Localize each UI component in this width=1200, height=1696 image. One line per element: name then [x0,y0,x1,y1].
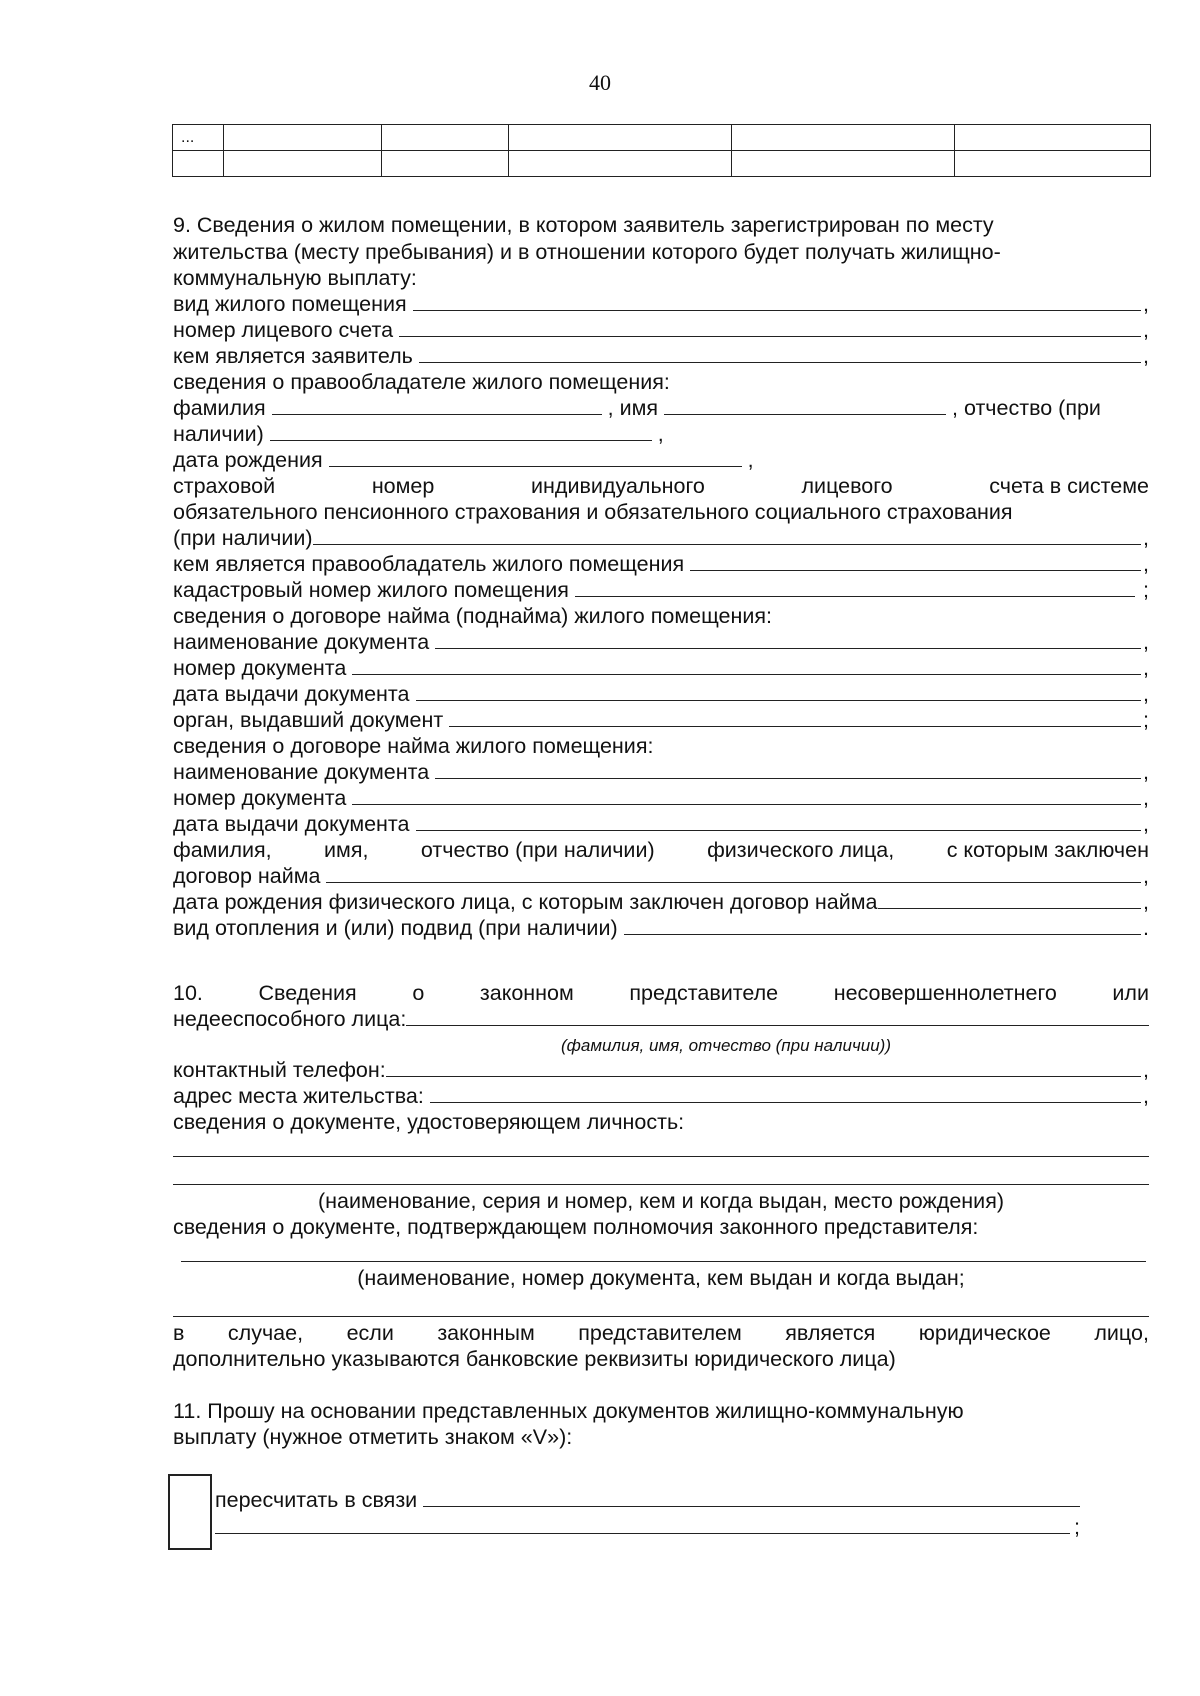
table-cell[interactable] [509,151,732,177]
sublease-doc-issuer-row: орган, выдавший документ ; [173,708,1149,732]
sublease-doc-date-field[interactable] [416,682,1142,701]
tenant-birth-date-field[interactable] [878,890,1142,909]
table-cell[interactable] [224,125,382,151]
representative-fio-field[interactable] [406,1007,1149,1026]
recalculate-row-2: ; [215,1514,1080,1541]
table-cell[interactable] [732,151,955,177]
patronymic-label: , отчество (при [952,396,1101,420]
auth-doc-caption: (наименование, номер документа, кем выдан и когда выдан; [357,1266,965,1290]
housing-type-row: вид жилого помещения , [173,292,1149,316]
surname-field[interactable] [272,396,602,415]
table-cell[interactable] [382,151,509,177]
auth-doc-field-2[interactable] [173,1316,1149,1317]
sublease-doc-issuer-field[interactable] [449,708,1141,727]
table-cell[interactable] [955,125,1151,151]
section-9-intro-line-2: жительства (месту пребывания) и в отношении которого будет получать жилищно- [173,240,1001,264]
phone-row: контактный телефон: , [173,1058,1149,1082]
representative-fio-caption: (фамилия, имя, отчество (при наличии)) [561,1036,891,1055]
section-9-intro-line-1: 9. Сведения о жилом помещении, в котором заявитель зарегистрирован по месту [173,213,994,237]
recalculate-reason-field-2[interactable] [215,1515,1070,1534]
id-doc-label-row: сведения о документе, удостоверяющем личность: [173,1110,685,1134]
lease-doc-number-field[interactable] [352,786,1141,805]
id-doc-field-2[interactable] [173,1184,1149,1185]
section-9-intro-line-3: коммунальную выплату: [173,266,417,290]
table-cell[interactable] [173,151,224,177]
tenant-fio-line-1: фамилия, имя, отчество (при наличии) физического лица, с которым заключен [173,838,1149,862]
section-10-line-1: 10. Сведения о законном представителе несовершеннолетнего или [173,981,1149,1005]
page-number: 40 [589,70,611,95]
account-number-field[interactable] [399,318,1141,337]
heating-row: вид отопления и (или) подвид (при наличии) . [173,916,1149,940]
owner-birth-date-row: дата рождения , [173,448,754,472]
recalculate-reason-field-1[interactable] [423,1488,1080,1507]
tenant-birth-date-row: дата рождения физического лица, с которым заключен договор найма , [173,890,1149,914]
table-cell[interactable] [382,125,509,151]
lease-doc-date-field[interactable] [416,812,1142,831]
cadastral-field[interactable] [575,578,1135,597]
table-row [173,151,1151,177]
representative-row: недееспособного лица: [173,1006,1149,1033]
tenant-fio-field[interactable] [326,864,1141,883]
table-cell[interactable] [955,151,1151,177]
table-cell[interactable] [224,151,382,177]
birth-date-field[interactable] [329,448,742,467]
lease-doc-name-field[interactable] [435,760,1141,779]
name-field[interactable] [664,396,946,415]
snils-row: (при наличии) , [173,526,1149,550]
table-cell[interactable] [732,125,955,151]
owner-role-row: кем является правообладатель жилого помещения , [173,552,1149,576]
id-doc-caption: (наименование, серия и номер, кем и когда выдан, место рождения) [317,1189,1004,1213]
lease-doc-number-row: номер документа , [173,786,1149,810]
address-field[interactable] [430,1084,1141,1103]
heating-field[interactable] [624,916,1141,935]
sublease-header: сведения о договоре найма (поднайма) жилого помещения: [173,604,772,628]
applicant-role-label: кем является заявитель [173,344,413,368]
sublease-doc-name-field[interactable] [435,630,1141,649]
recalculate-checkbox[interactable] [168,1474,212,1550]
id-doc-field-1[interactable] [173,1156,1149,1157]
applicant-role-field[interactable] [419,344,1141,363]
recalculate-row [215,1487,1080,1514]
lease-doc-name-row: наименование документа , [173,760,1149,784]
surname-label: фамилия [173,396,266,420]
cadastral-label: кадастровый номер жилого помещения [173,578,569,602]
account-number-row: номер лицевого счета , [173,318,1149,342]
sublease-doc-number-row: номер документа , [173,656,1149,680]
name-label: , имя [607,396,659,420]
legal-entity-line-2: дополнительно указываются банковские реквизиты юридического лица) [173,1347,896,1371]
owner-role-label: кем является правообладатель жилого помещения [173,552,685,576]
birth-date-label: дата рождения [173,448,323,472]
account-number-label: номер лицевого счета [173,318,394,342]
lease-header: сведения о договоре найма жилого помещения: [173,734,654,758]
housing-type-field[interactable] [413,292,1141,311]
legal-entity-line-1: в случае, если законным представителем является юридическое лицо, [173,1321,1149,1345]
recalculate-label: пересчитать в связи [215,1488,418,1512]
table-cell[interactable] [509,125,732,151]
lease-doc-date-row: дата выдачи документа , [173,812,1149,836]
tenant-fio-row: договор найма , [173,864,1149,888]
auth-doc-label-row: сведения о документе, подтверждающем полномочия законного представителя: [173,1215,979,1239]
sublease-doc-date-row: дата выдачи документа , [173,682,1149,706]
snils-line-1: страховой номер индивидуального лицевого счета в системе [173,474,1149,498]
continuation-table [172,124,1151,177]
applicant-role-row: кем является заявитель , [173,344,1149,368]
table-cell: ... [173,125,224,151]
section-11-line-1: 11. Прошу на основании представленных документов жилищно-коммунальную [173,1399,964,1423]
sublease-doc-number-field[interactable] [352,656,1141,675]
patronymic-row: наличии) , [173,422,664,446]
patronymic-field[interactable] [270,422,652,441]
cadastral-row: кадастровый номер жилого помещения ; [173,578,1149,602]
table-row [173,125,1151,151]
owner-role-field[interactable] [690,552,1141,571]
auth-doc-field-1[interactable] [181,1261,1146,1262]
snils-line-2: обязательного пенсионного страхования и обязательного социального страхования [173,500,1013,524]
housing-type-label: вид жилого помещения [173,292,407,316]
snils-field[interactable] [313,526,1142,545]
section-11-line-2: выплату (нужное отметить знаком «V»): [173,1425,573,1449]
owner-header: сведения о правообладателе жилого помещения: [173,370,670,394]
phone-field[interactable] [386,1058,1141,1077]
owner-fio-row [173,395,1149,422]
sublease-doc-name-row: наименование документа , [173,630,1149,654]
address-row: адрес места жительства: , [173,1084,1149,1108]
